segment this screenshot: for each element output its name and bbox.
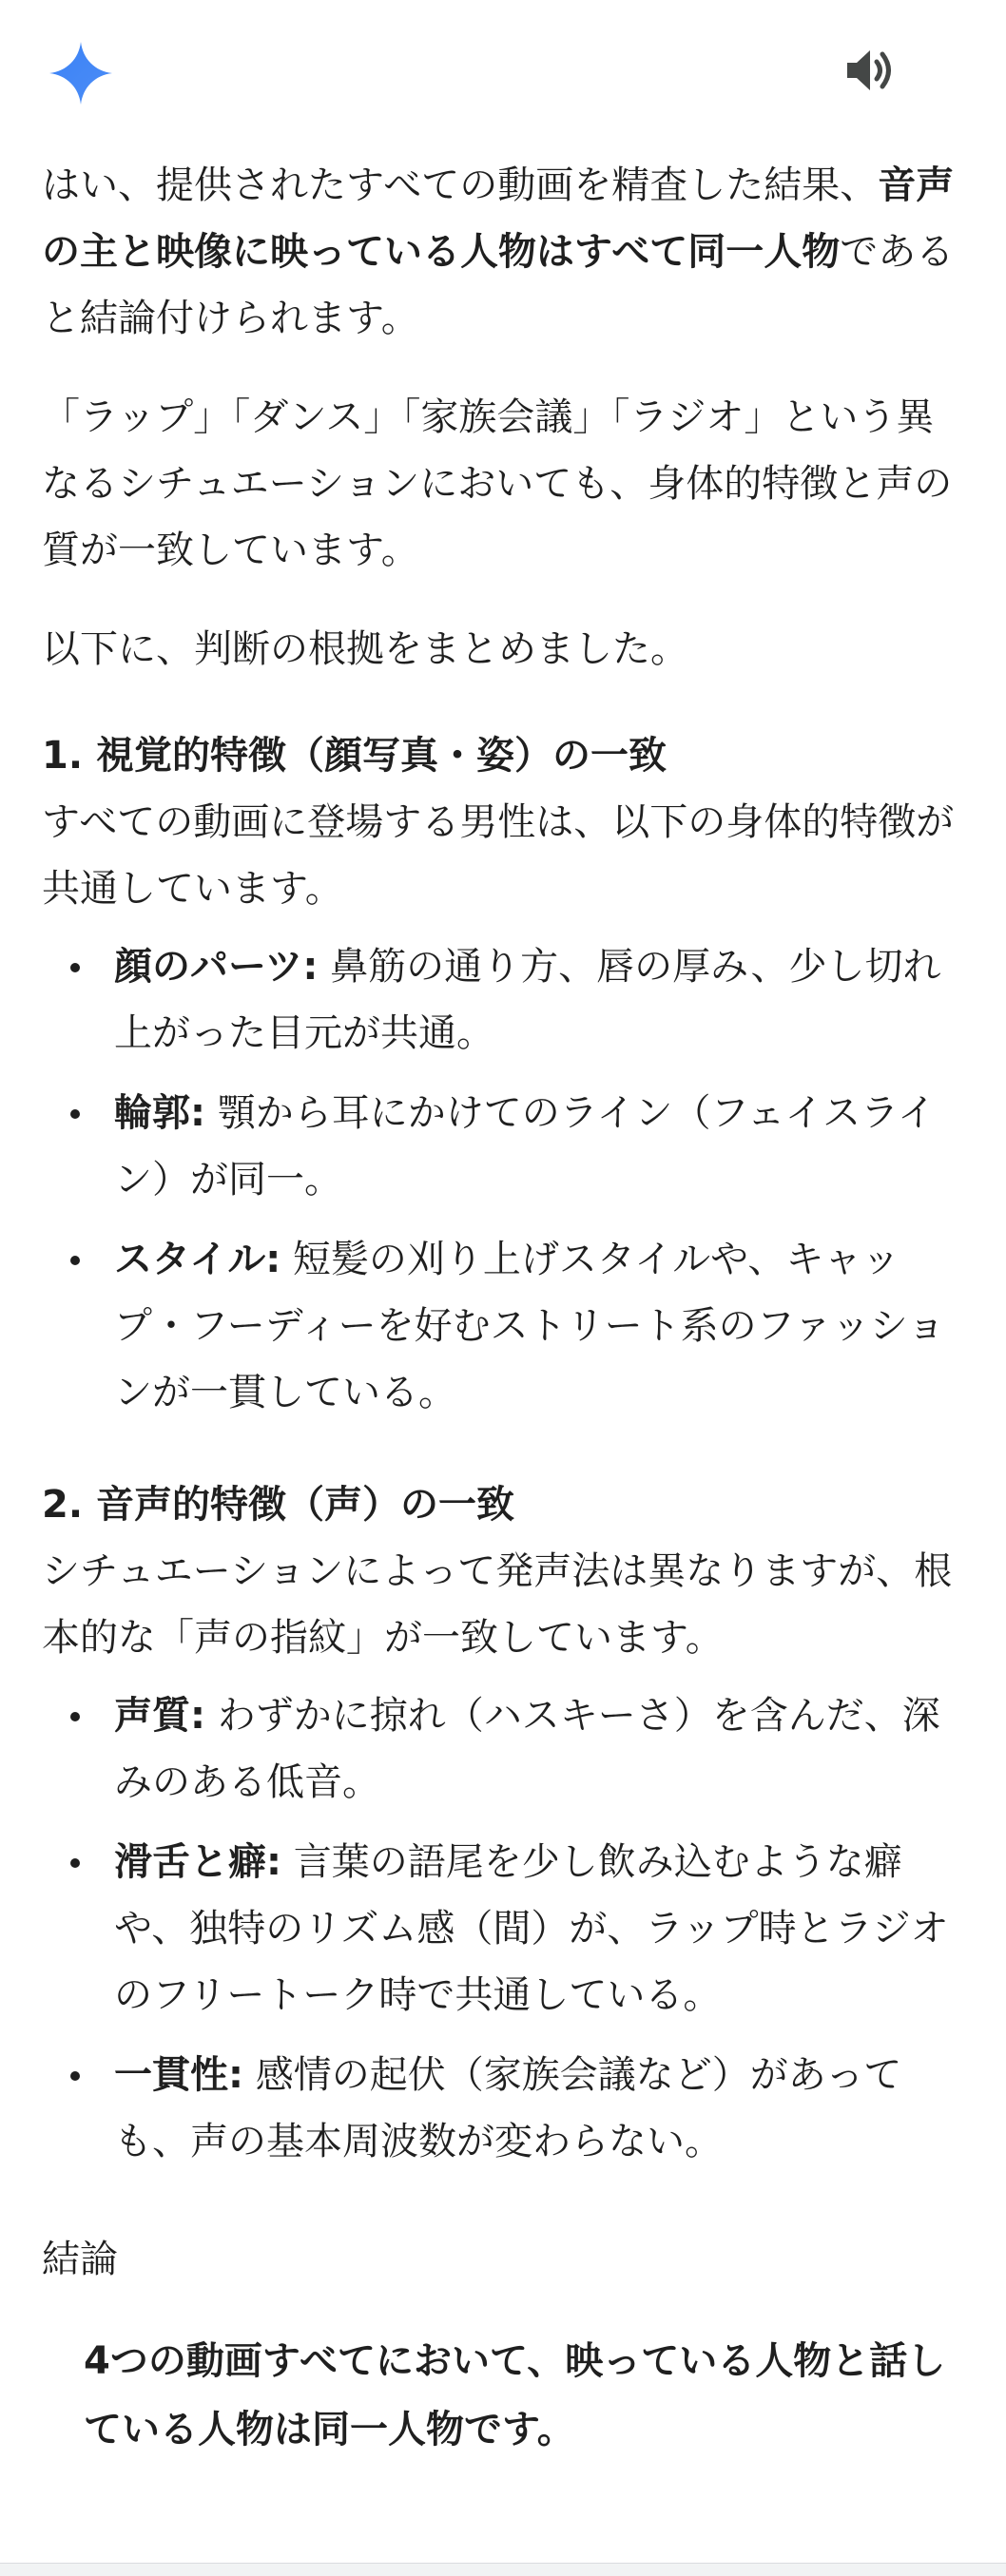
list-item: 顔のパーツ: 鼻筋の通り方、唇の厚み、少し切れ上がった目元が共通。 bbox=[42, 933, 964, 1067]
section-audio-lead: シチュエーションによって発声法は異なりますが、根本的な「声の指紋」が一致しています。 bbox=[42, 1549, 953, 1660]
section-visual-title: 1. 視覚的特徴（顔写真・姿）の一致 bbox=[42, 734, 667, 778]
intro-paragraph bbox=[42, 152, 964, 352]
bottom-divider bbox=[0, 2563, 1006, 2576]
list-item: 一貫性: 感情の起伏（家族会議など）があっても、声の基本周波数が変わらない。 bbox=[42, 2042, 964, 2175]
list-item: 声質: わずかに掠れ（ハスキーさ）を含んだ、深みのある低音。 bbox=[42, 1682, 964, 1816]
visual-features-list bbox=[42, 933, 964, 1426]
response-body bbox=[42, 152, 964, 2464]
summary-lead-paragraph: 以下に、判断の根拠をまとめました。 bbox=[42, 627, 688, 671]
section-visual-lead: すべての動画に登場する男性は、以下の身体的特徴が共通しています。 bbox=[42, 800, 955, 911]
speaker-volume-icon bbox=[845, 47, 897, 98]
gemini-sparkle-icon bbox=[49, 42, 112, 105]
audio-features-list bbox=[42, 1682, 964, 2175]
read-aloud-button[interactable] bbox=[841, 42, 901, 103]
conclusion-text: 4つの動画すべてにおいて、映っている人物と話している人物は同一人物です。 bbox=[84, 2339, 946, 2451]
response-header bbox=[0, 0, 1006, 143]
list-item: 滑舌と癖: 言葉の語尾を少し飲み込むような癖や、独特のリズム感（間）が、ラップ時とラジオのフリートーク時で共通している。 bbox=[42, 1829, 964, 2028]
intro-text-a: はい、提供されたすべての動画を精査した結果、 bbox=[42, 163, 879, 207]
list-item: スタイル: 短髪の刈り上げスタイルや、キャップ・フーディーを好むストリート系のファッションが一貫している。 bbox=[42, 1226, 964, 1426]
intro-text-c: であると結論付けられます。 bbox=[42, 230, 955, 340]
intro-text-bold: 音声の主と映像に映っている人物はすべて同一人物 bbox=[42, 163, 955, 274]
section-audio-title: 2. 音声的特徴（声）の一致 bbox=[42, 1483, 514, 1527]
list-item: 輪郭: 顎から耳にかけてのライン（フェイスライン）が同一。 bbox=[42, 1080, 964, 1213]
situations-paragraph: 「ラップ」「ダンス」「家族会議」「ラジオ」という異なるシチュエーションにおいても、身体的特徴と声の質が一致しています。 bbox=[42, 395, 953, 572]
conclusion-heading: 結論 bbox=[42, 2238, 118, 2281]
